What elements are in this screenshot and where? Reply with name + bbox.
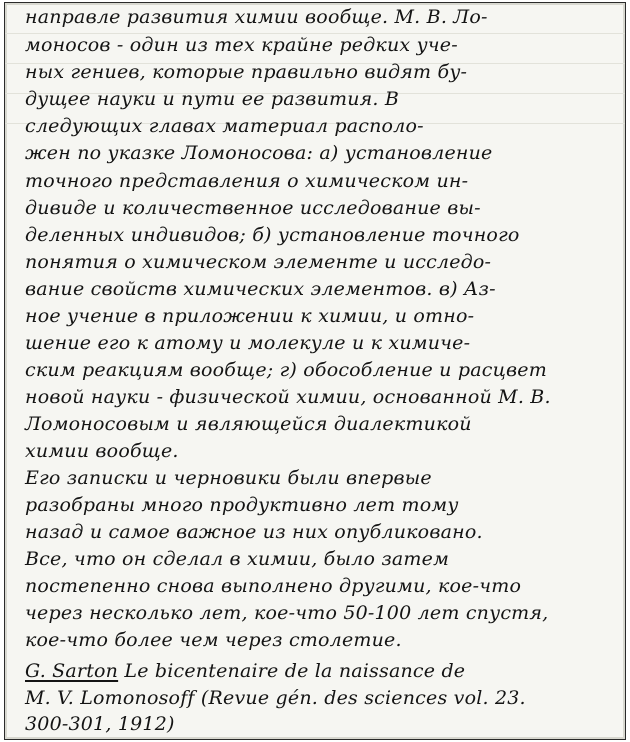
manuscript-line-22: постепенно снова выполнено другими, кое-что — [25, 575, 522, 597]
manuscript-page — [4, 2, 626, 740]
manuscript-line-5: следующих главах материал располо- — [25, 115, 424, 137]
manuscript-line-7: точного представления о химическом ин- — [25, 170, 469, 192]
manuscript-line-15: новой науки - физической химии, основанной М. В. — [25, 386, 551, 408]
manuscript-line-23: через несколько лет, кое-что 50-100 лет спустя, — [25, 602, 549, 624]
manuscript-line-20: назад и самое важное из них опубликовано. — [25, 521, 483, 543]
manuscript-line-4: дущее науки и пути ее развития. В — [25, 88, 400, 110]
manuscript-line-3: ных гениев, которые правильно видят бу- — [25, 61, 468, 83]
manuscript-line-9: деленных индивидов; б) установление точного — [25, 224, 520, 246]
reference-title: Le bicentenaire de la naissance de — [124, 660, 466, 682]
reference-line-1 — [25, 659, 465, 683]
manuscript-line-2: моносов - один из тех крайне редких уче- — [25, 34, 458, 56]
manuscript-line-24: кое-что более чем через столетие. — [25, 629, 402, 651]
manuscript-line-13: шение его к атому и молекуле и к химиче- — [25, 332, 471, 354]
manuscript-line-18: Его записки и черновики были впервые — [25, 467, 432, 489]
manuscript-line-6: жен по указке Ломоносова: а) установление — [25, 142, 493, 164]
manuscript-line-10: понятия о химическом элементе и исследо- — [25, 251, 492, 273]
manuscript-line-16: Ломоносовым и являющейся диалектикой — [25, 413, 472, 435]
manuscript-line-12: ное учение в приложении к химии, и отно- — [25, 305, 475, 327]
manuscript-line-8: дивиде и количественное исследование вы- — [25, 197, 481, 219]
reference-line-3: 300-301, 1912) — [25, 713, 175, 735]
manuscript-line-14: ским реакциям вообще; г) обособление и расцвет — [25, 359, 547, 381]
reference-line-2: M. V. Lomonosoff (Revue gén. des sciences vol. 23. — [25, 687, 526, 709]
manuscript-line-17: химии вообще. — [25, 440, 179, 462]
manuscript-line-21: Все, что он сделал в химии, было затем — [25, 548, 450, 570]
manuscript-line-11: вание свойств химических элементов. в) Аз- — [25, 278, 496, 300]
manuscript-line-1: направле развития химии вообще. М. В. Ло- — [25, 6, 488, 28]
reference-author: G. Sarton — [25, 660, 119, 682]
manuscript-line-19: разобраны много продуктивно лет тому — [25, 494, 459, 516]
